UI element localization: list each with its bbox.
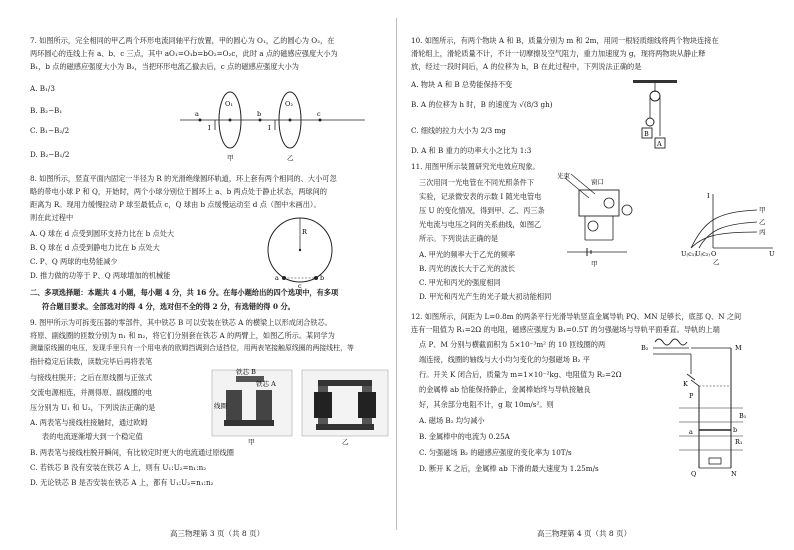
q12-fig-b1: B₁ — [739, 412, 747, 420]
q7-stem-line2: 两环圆心的连线上有 a、b、c 三点，其中 aO₁=O₁b=bO₂=O₂c，此时 a 点的磁感应强度大小为 — [30, 49, 338, 58]
q7-option-b: B. B₂−B₁ — [30, 106, 63, 115]
q10-option-a: A. 物块 A 和 B 总势能保持不变 — [411, 80, 513, 89]
q8-fig-a: a — [275, 274, 279, 282]
q12-fig-b: b — [733, 426, 738, 434]
q10-fig-b: B — [644, 130, 649, 138]
q8-stem-line3: 距离为 R。现用力缓慢拉动 P 球至最低点 c，Q 球由 b 点缓慢运动至 d 点（图中未画出）。 — [30, 200, 321, 209]
q10-option-b: B. A 的位移为 h 时，B 的速度为 √(8/3 gh) — [411, 100, 553, 109]
q12-option-a: A. 磁场 B₂ 均匀减小 — [419, 416, 485, 425]
q10-option-d: D. A 和 B 重力的功率大小之比为 1:3 — [411, 146, 532, 155]
q12-fig-r1: R₁ — [735, 438, 743, 446]
q12-fig-a: a — [689, 428, 693, 436]
q11-fig-bing: 丙 — [759, 228, 766, 236]
q8-fig-b: b — [320, 274, 325, 282]
q10-stem-line1: 10. 如图所示，有两个物块 A 和 B，质量分别为 m 和 2m，用同一根轻质细线将两个物块连接在 — [411, 36, 719, 45]
q7-fig-o1: O₁ — [225, 100, 233, 108]
q7-fig-o2: O₂ — [285, 100, 293, 108]
q12-stem-line5: 行。开关 K 闭合后，质量为 m=1×10⁻²kg、电阻值为 R₂=2Ω — [419, 370, 622, 379]
q11-stem-line5: 光电流与电压之间的关系曲线，如图乙 — [419, 220, 542, 229]
q12-fig-p: P — [689, 392, 694, 400]
q9-option-b: B. 两表笔与接线柱脱开瞬间，有比较定时更大的电流通过原线圈 — [30, 448, 234, 457]
q9-fig-core-b: 铁芯 B — [236, 368, 256, 376]
q11-stem-line6: 所示。下列说法正确的是 — [419, 234, 499, 243]
q7-fig-a: a — [195, 110, 199, 118]
q11-option-d: D. 甲光和丙光产生的光子最大初动能相同 — [419, 292, 552, 301]
q12-fig-q: Q — [691, 470, 697, 478]
q12-stem-line3: 点 P、M 分别与横截面积为 5×10⁻³m² 的 10 匝线圈的两 — [419, 340, 606, 349]
q7-fig-i2: I — [268, 124, 271, 132]
q11-fig-i: I — [707, 192, 710, 200]
q8-stem-line1: 8. 如图所示，竖直平面内固定一半径为 R 的光滑绝缘圆环轨道，环上套有两个相同的、大小可忽 — [30, 174, 337, 183]
page3-footer: 高三物理第 3 页（共 8 页） — [170, 529, 265, 538]
q12-option-b: B. 金属棒中的电流为 0.25A — [419, 432, 510, 441]
q9-fig-yi: 乙 — [342, 438, 349, 446]
q8-fig-r: R — [302, 228, 307, 236]
q12-stem-line7: 好，其余部分电阻不计，g 取 10m/s²。则 — [419, 400, 554, 409]
q11-option-a: A. 甲光的频率大于乙光的频率 — [419, 250, 516, 259]
q11-option-c: C. 甲光和丙光的强度相同 — [419, 278, 501, 287]
q11-circuit-figure — [557, 170, 637, 268]
q8-fig-c: c — [298, 282, 302, 290]
q11-graph-figure — [677, 190, 777, 265]
q7-rings-figure — [175, 88, 375, 168]
q11-fig-u: U — [769, 250, 775, 258]
q9-stem-line1: 9. 图甲所示为可拆变压器的零部件，其中铁芯 B 可以安装在铁芯 A 的横梁上以形成闭合铁芯。 — [30, 318, 332, 327]
q7-option-d: D. B₂−B₁/2 — [30, 150, 70, 159]
q12-rails-figure — [639, 334, 779, 484]
q11-stem-line4: 压 U 的变化情况，得到甲、乙、丙三条 — [419, 206, 545, 215]
q10-stem-line3: 放，经过一段时间后，A 的位移为 h，B 在此过程中，下列说法正确的是 — [411, 62, 642, 71]
q9-fig-coil: 线圈 — [214, 402, 227, 410]
q12-stem-line2: 连有一阻值为 R₁=2Ω 的电阻，磁感应强度为 B₁=0.5T 的匀强磁场与导轨平面垂直。导轨的上端 — [411, 325, 720, 334]
q7-stem-line1: 7. 如图所示，完全相同的甲乙两个环形电流同轴平行放置，甲的圆心为 O₁，乙的圆心为 O₂，在 — [30, 36, 335, 45]
q8-option-a: A. Q 球在 d 点受到圆环支持力比在 b 点处大 — [30, 229, 175, 238]
q9-option-a-cont: 表的电流逐渐增大到一个稳定值 — [42, 432, 143, 441]
q8-option-c: C. P、Q 两球的电势能减少 — [30, 257, 118, 266]
q11-fig-yi: 乙 — [759, 218, 766, 226]
q8-stem-line4: 则在此过程中 — [30, 213, 74, 222]
q12-fig-b2: B₂ — [641, 344, 649, 352]
q11-fig-uc1: U₍c₁₎ — [681, 250, 696, 258]
q11-fig-o: O — [711, 250, 717, 258]
q7-option-a: A. B₁/3 — [30, 84, 55, 93]
q11-fig-uc2: U₍c₂₎ — [695, 250, 710, 258]
q11-fig-window: 窗口 — [591, 178, 604, 186]
q7-fig-i1: I — [208, 124, 211, 132]
q9-option-a: A. 两表笔与接线柱接触时，通过欧姆 — [30, 418, 148, 427]
q12-fig-m: M — [735, 344, 742, 352]
q11-stem-line1: 11. 用图甲所示装置研究光电效应现象。 — [411, 162, 540, 171]
q9-stem-line6: 交流电源相连，并测得原、副线圈的电 — [30, 388, 153, 397]
q10-option-c: C. 细线的拉力大小为 2/3 mg — [411, 126, 506, 135]
q7-option-c: C. B₁−B₂/2 — [30, 126, 70, 135]
q9-option-d: D. 无论铁芯 B 是否安装在铁芯 A 上，都有 U₁:U₂=n₁:n₂ — [30, 478, 214, 487]
q12-option-c: C. 匀强磁场 B₂ 的磁感应强度的变化率为 10T/s — [419, 448, 572, 457]
q7-stem-line3: B₁，b 点的磁感应强度大小为 B₂，当把环形电流乙撤去后，c 点的磁感应强度大小为 — [30, 62, 299, 71]
q11-fig-jia: 甲 — [759, 206, 766, 214]
q10-pulley-figure — [623, 78, 693, 154]
q9-fig-core-a: 铁芯 A — [256, 380, 276, 388]
section2-line2: 符合题目要求。全部选对的得 4 分，选对但不全的得 2 分，有选错的得 0 分。 — [42, 302, 295, 311]
page4-footer: 高三物理第 4 页（共 8 页） — [537, 529, 632, 538]
q12-stem-line1: 12. 如图所示，间距为 L=0.8m 的两条平行光滑导轨竖直金属导轨 PQ、MN 足够长，底部 Q、N 之间 — [411, 312, 742, 321]
q8-ring-figure — [262, 214, 342, 290]
q11-fig-label-jia: 甲 — [591, 260, 598, 268]
q9-stem-line5: 与接线柱脱开；之后在原线圈与正弦式 — [30, 373, 153, 382]
q7-fig-c: c — [317, 110, 321, 118]
q7-fig-jia: 甲 — [227, 154, 234, 162]
q12-option-d: D. 断开 K 之后，金属棒 ab 下滑的最大速度为 1.25m/s — [419, 464, 599, 473]
q11-fig-label-yi: 乙 — [713, 258, 720, 266]
q7-fig-yi: 乙 — [287, 154, 294, 162]
section2-line1: 二、多项选择题：本题共 4 小题，每小题 4 分，共 16 分。在每小题给出的四个选项中，有多项 — [30, 288, 339, 297]
q12-stem-line4: 端连接，线圈的轴线与大小均匀变化的匀强磁场 B₂ 平 — [419, 355, 590, 364]
q7-fig-b: b — [257, 110, 262, 118]
q11-stem-line3: 实验，记录微安表的示数 I 随光电管电 — [419, 192, 542, 201]
q9-option-c: C. 若铁芯 B 没有安装在铁芯 A 上，则有 U₁:U₂=n₁:n₂ — [30, 463, 207, 472]
q11-stem-line2: 三次用同一光电管在不同光照条件下 — [419, 178, 535, 187]
q10-stem-line2: 滑轮组上，滑轮质量不计，不计一切摩擦及空气阻力，重力加速度为 g，现将两物块从静止释 — [411, 49, 706, 58]
q10-fig-a: A — [657, 140, 662, 148]
q9-stem-line7: 压分别为 U₁ 和 U₂，下列说法正确的是 — [30, 403, 156, 412]
q9-stem-line4: 指针稳定后读数，读数完毕后再将表笔 — [30, 357, 153, 366]
q12-fig-n: N — [731, 470, 737, 478]
q12-stem-line6: 的金属棒 ab 恰能保持静止，金属棒始终与导轨接触良 — [419, 385, 591, 394]
q9-stem-line3: 测量原线圈的电压，发现手里只有一个用电表的欧姆挡调到合适挡位，用两表笔接触原线圈的两接线柱，等 — [30, 344, 354, 352]
q8-option-b: B. Q 球在 d 点受到静电力比在 b 点处大 — [30, 243, 160, 252]
q9-fig-jia: 甲 — [248, 438, 255, 446]
page-4 — [397, 0, 794, 550]
q11-fig-light: 光束 — [557, 172, 570, 180]
q11-option-b: B. 丙光的波长大于乙光的波长 — [419, 264, 516, 273]
q8-stem-line2: 略的带电小球 P 和 Q，开始时，两个小球分别位于圆环上 a、b 两点处于静止状态，两球间的 — [30, 187, 327, 196]
q9-stem-line2: 将原、副线圈的匝数分别为 n₁ 和 n₂，将它们分别套在铁芯 A 的两臂上，如图乙所示。某同学为 — [30, 331, 335, 340]
q12-fig-k: K — [683, 380, 688, 388]
q8-option-d: D. 推力做的功等于 P、Q 两球增加的机械能 — [30, 271, 171, 280]
q9-transformer-figure — [206, 362, 391, 444]
